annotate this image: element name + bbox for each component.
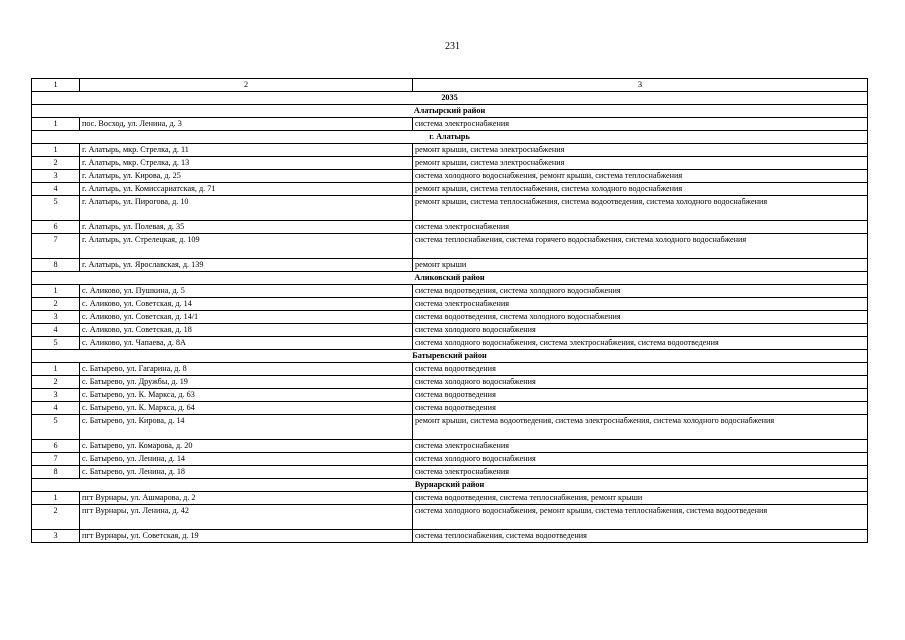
row-number: 4 bbox=[32, 324, 80, 337]
table-row bbox=[32, 234, 868, 259]
row-works: ремонт крыши, система водоотведения, система электроснабжения, система холодного водоснабжения bbox=[413, 415, 868, 440]
row-works: ремонт крыши, система электроснабжения bbox=[413, 144, 868, 157]
row-number: 2 bbox=[32, 157, 80, 170]
row-address: с. Батырево, ул. К. Маркса, д. 64 bbox=[80, 402, 413, 415]
row-number: 8 bbox=[32, 466, 80, 479]
row-works: система теплоснабжения, система горячего водоснабжения, система холодного водоснабжения bbox=[413, 234, 868, 259]
row-number: 1 bbox=[32, 144, 80, 157]
row-address: с. Батырево, ул. Гагарина, д. 8 bbox=[80, 363, 413, 376]
section-row bbox=[32, 105, 868, 118]
table-row bbox=[32, 144, 868, 157]
table-row bbox=[32, 221, 868, 234]
row-number: 1 bbox=[32, 363, 80, 376]
row-number: 5 bbox=[32, 415, 80, 440]
row-number: 3 bbox=[32, 311, 80, 324]
row-works: система водоотведения bbox=[413, 363, 868, 376]
row-address: с. Батырево, ул. Комарова, д. 20 bbox=[80, 440, 413, 453]
table-row bbox=[32, 505, 868, 530]
row-address: г. Алатырь, ул. Полевая, д. 35 bbox=[80, 221, 413, 234]
table-row bbox=[32, 259, 868, 272]
row-works: система холодного водоснабжения bbox=[413, 324, 868, 337]
row-works: система электроснабжения bbox=[413, 221, 868, 234]
column-number-3: 3 bbox=[413, 79, 868, 92]
row-address: пгт Вурнары, ул. Советская, д. 19 bbox=[80, 530, 413, 543]
row-address: с. Аликово, ул. Советская, д. 14 bbox=[80, 298, 413, 311]
table-row bbox=[32, 337, 868, 350]
section-title: Вурнарский район bbox=[32, 479, 868, 492]
row-number: 1 bbox=[32, 118, 80, 131]
section-row bbox=[32, 350, 868, 363]
row-address: с. Аликово, ул. Советская, д. 14/1 bbox=[80, 311, 413, 324]
section-row bbox=[32, 131, 868, 144]
row-number: 6 bbox=[32, 221, 80, 234]
row-address: с. Батырево, ул. Ленина, д. 14 bbox=[80, 453, 413, 466]
row-works: система холодного водоснабжения, ремонт крыши, система теплоснабжения, система водоотведения bbox=[413, 505, 868, 530]
row-number: 5 bbox=[32, 337, 80, 350]
row-address: пос. Восход, ул. Ленина, д. 3 bbox=[80, 118, 413, 131]
table-row bbox=[32, 492, 868, 505]
row-works: ремонт крыши, система теплоснабжения, система холодного водоснабжения bbox=[413, 183, 868, 196]
row-works: система холодного водоснабжения bbox=[413, 453, 868, 466]
section-title: г. Алатырь bbox=[32, 131, 868, 144]
table-row bbox=[32, 376, 868, 389]
row-works: ремонт крыши, система теплоснабжения, система водоотведения, система холодного водоснабжения bbox=[413, 196, 868, 221]
table-row bbox=[32, 363, 868, 376]
row-number: 7 bbox=[32, 453, 80, 466]
row-address: пгт Вурнары, ул. Ленина, д. 42 bbox=[80, 505, 413, 530]
row-works: система холодного водоснабжения, ремонт крыши, система теплоснабжения bbox=[413, 170, 868, 183]
row-address: г. Алатырь, мкр. Стрелка, д. 13 bbox=[80, 157, 413, 170]
row-works: система водоотведения, система холодного водоснабжения bbox=[413, 311, 868, 324]
table-row bbox=[32, 170, 868, 183]
row-number: 2 bbox=[32, 505, 80, 530]
row-number: 4 bbox=[32, 402, 80, 415]
table-row bbox=[32, 530, 868, 543]
column-numbers-row bbox=[32, 79, 868, 92]
row-works: система электроснабжения bbox=[413, 118, 868, 131]
row-works: система электроснабжения bbox=[413, 440, 868, 453]
row-works: система водоотведения bbox=[413, 389, 868, 402]
year-heading: 2035 bbox=[32, 92, 868, 105]
row-address: с. Аликово, ул. Чапаева, д. 8А bbox=[80, 337, 413, 350]
row-works: система водоотведения, система теплоснабжения, ремонт крыши bbox=[413, 492, 868, 505]
row-works: ремонт крыши, система электроснабжения bbox=[413, 157, 868, 170]
row-address: г. Алатырь, ул. Ярославская, д. 139 bbox=[80, 259, 413, 272]
table-row bbox=[32, 389, 868, 402]
row-works: система холодного водоснабжения, система электроснабжения, система водоотведения bbox=[413, 337, 868, 350]
section-title: Батыревский район bbox=[32, 350, 868, 363]
row-number: 3 bbox=[32, 389, 80, 402]
row-number: 2 bbox=[32, 298, 80, 311]
works-table bbox=[31, 78, 868, 543]
row-address: г. Алатырь, ул. Стрелецкая, д. 109 bbox=[80, 234, 413, 259]
row-number: 4 bbox=[32, 183, 80, 196]
table-row bbox=[32, 183, 868, 196]
table-row bbox=[32, 311, 868, 324]
row-works: ремонт крыши bbox=[413, 259, 868, 272]
row-address: г. Алатырь, мкр. Стрелка, д. 11 bbox=[80, 144, 413, 157]
row-address: с. Аликово, ул. Советская, д. 18 bbox=[80, 324, 413, 337]
table-row bbox=[32, 415, 868, 440]
table-row bbox=[32, 453, 868, 466]
row-number: 3 bbox=[32, 170, 80, 183]
row-address: с. Аликово, ул. Пушкина, д. 5 bbox=[80, 285, 413, 298]
row-number: 6 bbox=[32, 440, 80, 453]
row-number: 2 bbox=[32, 376, 80, 389]
table-row bbox=[32, 157, 868, 170]
table-row bbox=[32, 402, 868, 415]
row-number: 3 bbox=[32, 530, 80, 543]
table-row bbox=[32, 440, 868, 453]
section-title: Алатырский район bbox=[32, 105, 868, 118]
row-address: с. Батырево, ул. Кирова, д. 14 bbox=[80, 415, 413, 440]
row-address: с. Батырево, ул. Дружбы, д. 19 bbox=[80, 376, 413, 389]
table-row bbox=[32, 196, 868, 221]
row-address: пгт Вурнары, ул. Ашмарова, д. 2 bbox=[80, 492, 413, 505]
row-address: г. Алатырь, ул. Кирова, д. 25 bbox=[80, 170, 413, 183]
column-number-2: 2 bbox=[80, 79, 413, 92]
table-row bbox=[32, 118, 868, 131]
row-number: 1 bbox=[32, 285, 80, 298]
row-address: г. Алатырь, ул. Пирогова, д. 10 bbox=[80, 196, 413, 221]
row-works: система водоотведения, система холодного водоснабжения bbox=[413, 285, 868, 298]
section-row bbox=[32, 272, 868, 285]
page-number: 231 bbox=[445, 41, 460, 52]
year-row bbox=[32, 92, 868, 105]
table-row bbox=[32, 324, 868, 337]
row-number: 8 bbox=[32, 259, 80, 272]
row-works: система теплоснабжения, система водоотведения bbox=[413, 530, 868, 543]
row-address: с. Батырево, ул. К. Маркса, д. 63 bbox=[80, 389, 413, 402]
row-works: система холодного водоснабжения bbox=[413, 376, 868, 389]
row-works: система водоотведения bbox=[413, 402, 868, 415]
table-row bbox=[32, 298, 868, 311]
table-row bbox=[32, 285, 868, 298]
row-works: система электроснабжения bbox=[413, 466, 868, 479]
row-address: с. Батырево, ул. Ленина, д. 18 bbox=[80, 466, 413, 479]
row-address: г. Алатырь, ул. Комиссариатская, д. 71 bbox=[80, 183, 413, 196]
column-number-1: 1 bbox=[32, 79, 80, 92]
section-title: Аликовский район bbox=[32, 272, 868, 285]
row-works: система электроснабжения bbox=[413, 298, 868, 311]
row-number: 5 bbox=[32, 196, 80, 221]
table-row bbox=[32, 466, 868, 479]
row-number: 1 bbox=[32, 492, 80, 505]
section-row bbox=[32, 479, 868, 492]
row-number: 7 bbox=[32, 234, 80, 259]
